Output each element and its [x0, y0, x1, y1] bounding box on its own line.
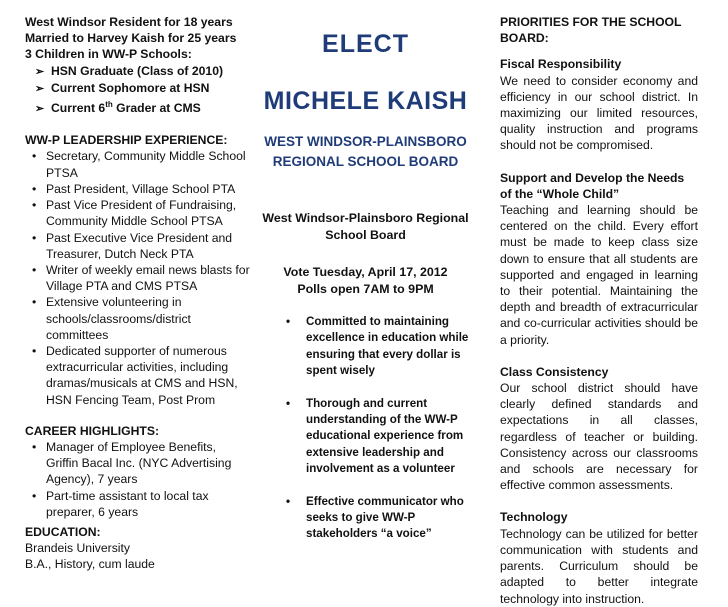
list-item: • Committed to maintaining excellence in education while ensuring that every dollar is spent wisely [286, 314, 473, 380]
intro-block [25, 14, 250, 63]
list-item: • Secretary, Community Middle School PTSA [25, 148, 250, 180]
priority-section [500, 56, 698, 153]
candidate-name: MICHELE KAISH [263, 87, 468, 115]
priority-section [500, 509, 698, 606]
section-title: Fiscal Responsibility [500, 57, 622, 72]
education-heading: EDUCATION: [25, 524, 101, 539]
child-item: ➢ Current Sophomore at HSN [35, 80, 250, 97]
candidate-points [258, 314, 473, 543]
list-item: • Writer of weekly email news blasts for Village PTA and CMS PTSA [25, 262, 250, 294]
priority-section [500, 364, 698, 494]
section-body: Our school district should have clearly defined standards and expectations in all classes, regardless of teacher or building. Consistency across our classrooms and schools are necessary for effective common assessments. [500, 381, 698, 493]
arrow-check-icon: ➢ [35, 82, 45, 95]
list-item: • Effective communicator who seeks to give WW-P stakeholders “a voice” [286, 494, 473, 543]
priorities-heading: PRIORITIES FOR THE SCHOOL BOARD: [500, 15, 682, 46]
leadership-list [25, 148, 250, 407]
regional-board-text: West Windsor-Plainsboro Regional School Board [262, 211, 469, 242]
list-item: • Dedicated supporter of numerous extracurricular activities, including dramas/musicals at CMS and HSN, HSN Fencing Team, Post Prom [25, 343, 250, 408]
left-column [25, 14, 250, 573]
list-item: • Past Vice President of Fundraising, Community Middle School PTSA [25, 197, 250, 229]
right-column [500, 14, 698, 607]
section-body: Technology can be utilized for better communication with students and parents. Curriculum should be adapted to better integrate technology into instruction. [500, 526, 698, 606]
career-heading: CAREER HIGHLIGHTS: [25, 423, 160, 438]
leadership-heading: WW-P LEADERSHIP EXPERIENCE: [25, 133, 228, 148]
arrow-check-icon: ➢ [35, 65, 45, 78]
list-item: • Thorough and current understanding of the WW-P educational experience from extensive leadership and involvement as a volunteer [286, 396, 473, 478]
vote-info: Vote Tuesday, April 17, 2012 Polls open 7AM to 9PM [283, 265, 448, 296]
section-title: Technology [500, 510, 568, 525]
priority-section [500, 170, 698, 348]
career-list [25, 439, 250, 520]
child-item: ➢ HSN Graduate (Class of 2010) [35, 63, 250, 80]
education-line: B.A., History, cum laude [25, 557, 155, 572]
intro-line: 3 Children in WW-P Schools: [25, 47, 192, 62]
section-title: Support and Develop the Needs of the “Whole Child” [500, 170, 685, 201]
section-body: We need to consider economy and efficiency in our school district. In maximizing our limited resources, quality instruction and programs should not be compromised. [500, 73, 698, 153]
arrow-check-icon: ➢ [35, 103, 45, 116]
elect-heading: ELECT [322, 30, 409, 58]
list-item: • Part-time assistant to local tax preparer, 6 years [25, 488, 250, 520]
list-item: • Manager of Employee Benefits, Griffin Bacal Inc. (NYC Advertising Agency), 7 years [25, 439, 250, 488]
center-column [258, 30, 473, 559]
list-item: • Past President, Village School PTA [25, 181, 250, 197]
section-title: Class Consistency [500, 364, 609, 379]
list-item: • Extensive volunteering in schools/classrooms/district committees [25, 294, 250, 343]
section-body: Teaching and learning should be centered on the child. Every effort must be made to keep class size down to ensure that all students are supported and engaged in learning to their potential. Maintaining the depth and breadth of extracurricular and co-curricular activities should be a priority. [500, 203, 698, 347]
intro-line: Married to Harvey Kaish for 25 years [25, 31, 237, 46]
board-title: WEST WINDSOR-PLAINSBORO REGIONAL SCHOOL BOARD [264, 134, 467, 169]
intro-line: West Windsor Resident for 18 years [25, 15, 233, 29]
child-item: ➢ Current 6th Grader at CMS [35, 97, 250, 117]
list-item: • Past Executive Vice President and Treasurer, Dutch Neck PTA [25, 230, 250, 262]
education-line: Brandeis University [25, 541, 130, 556]
